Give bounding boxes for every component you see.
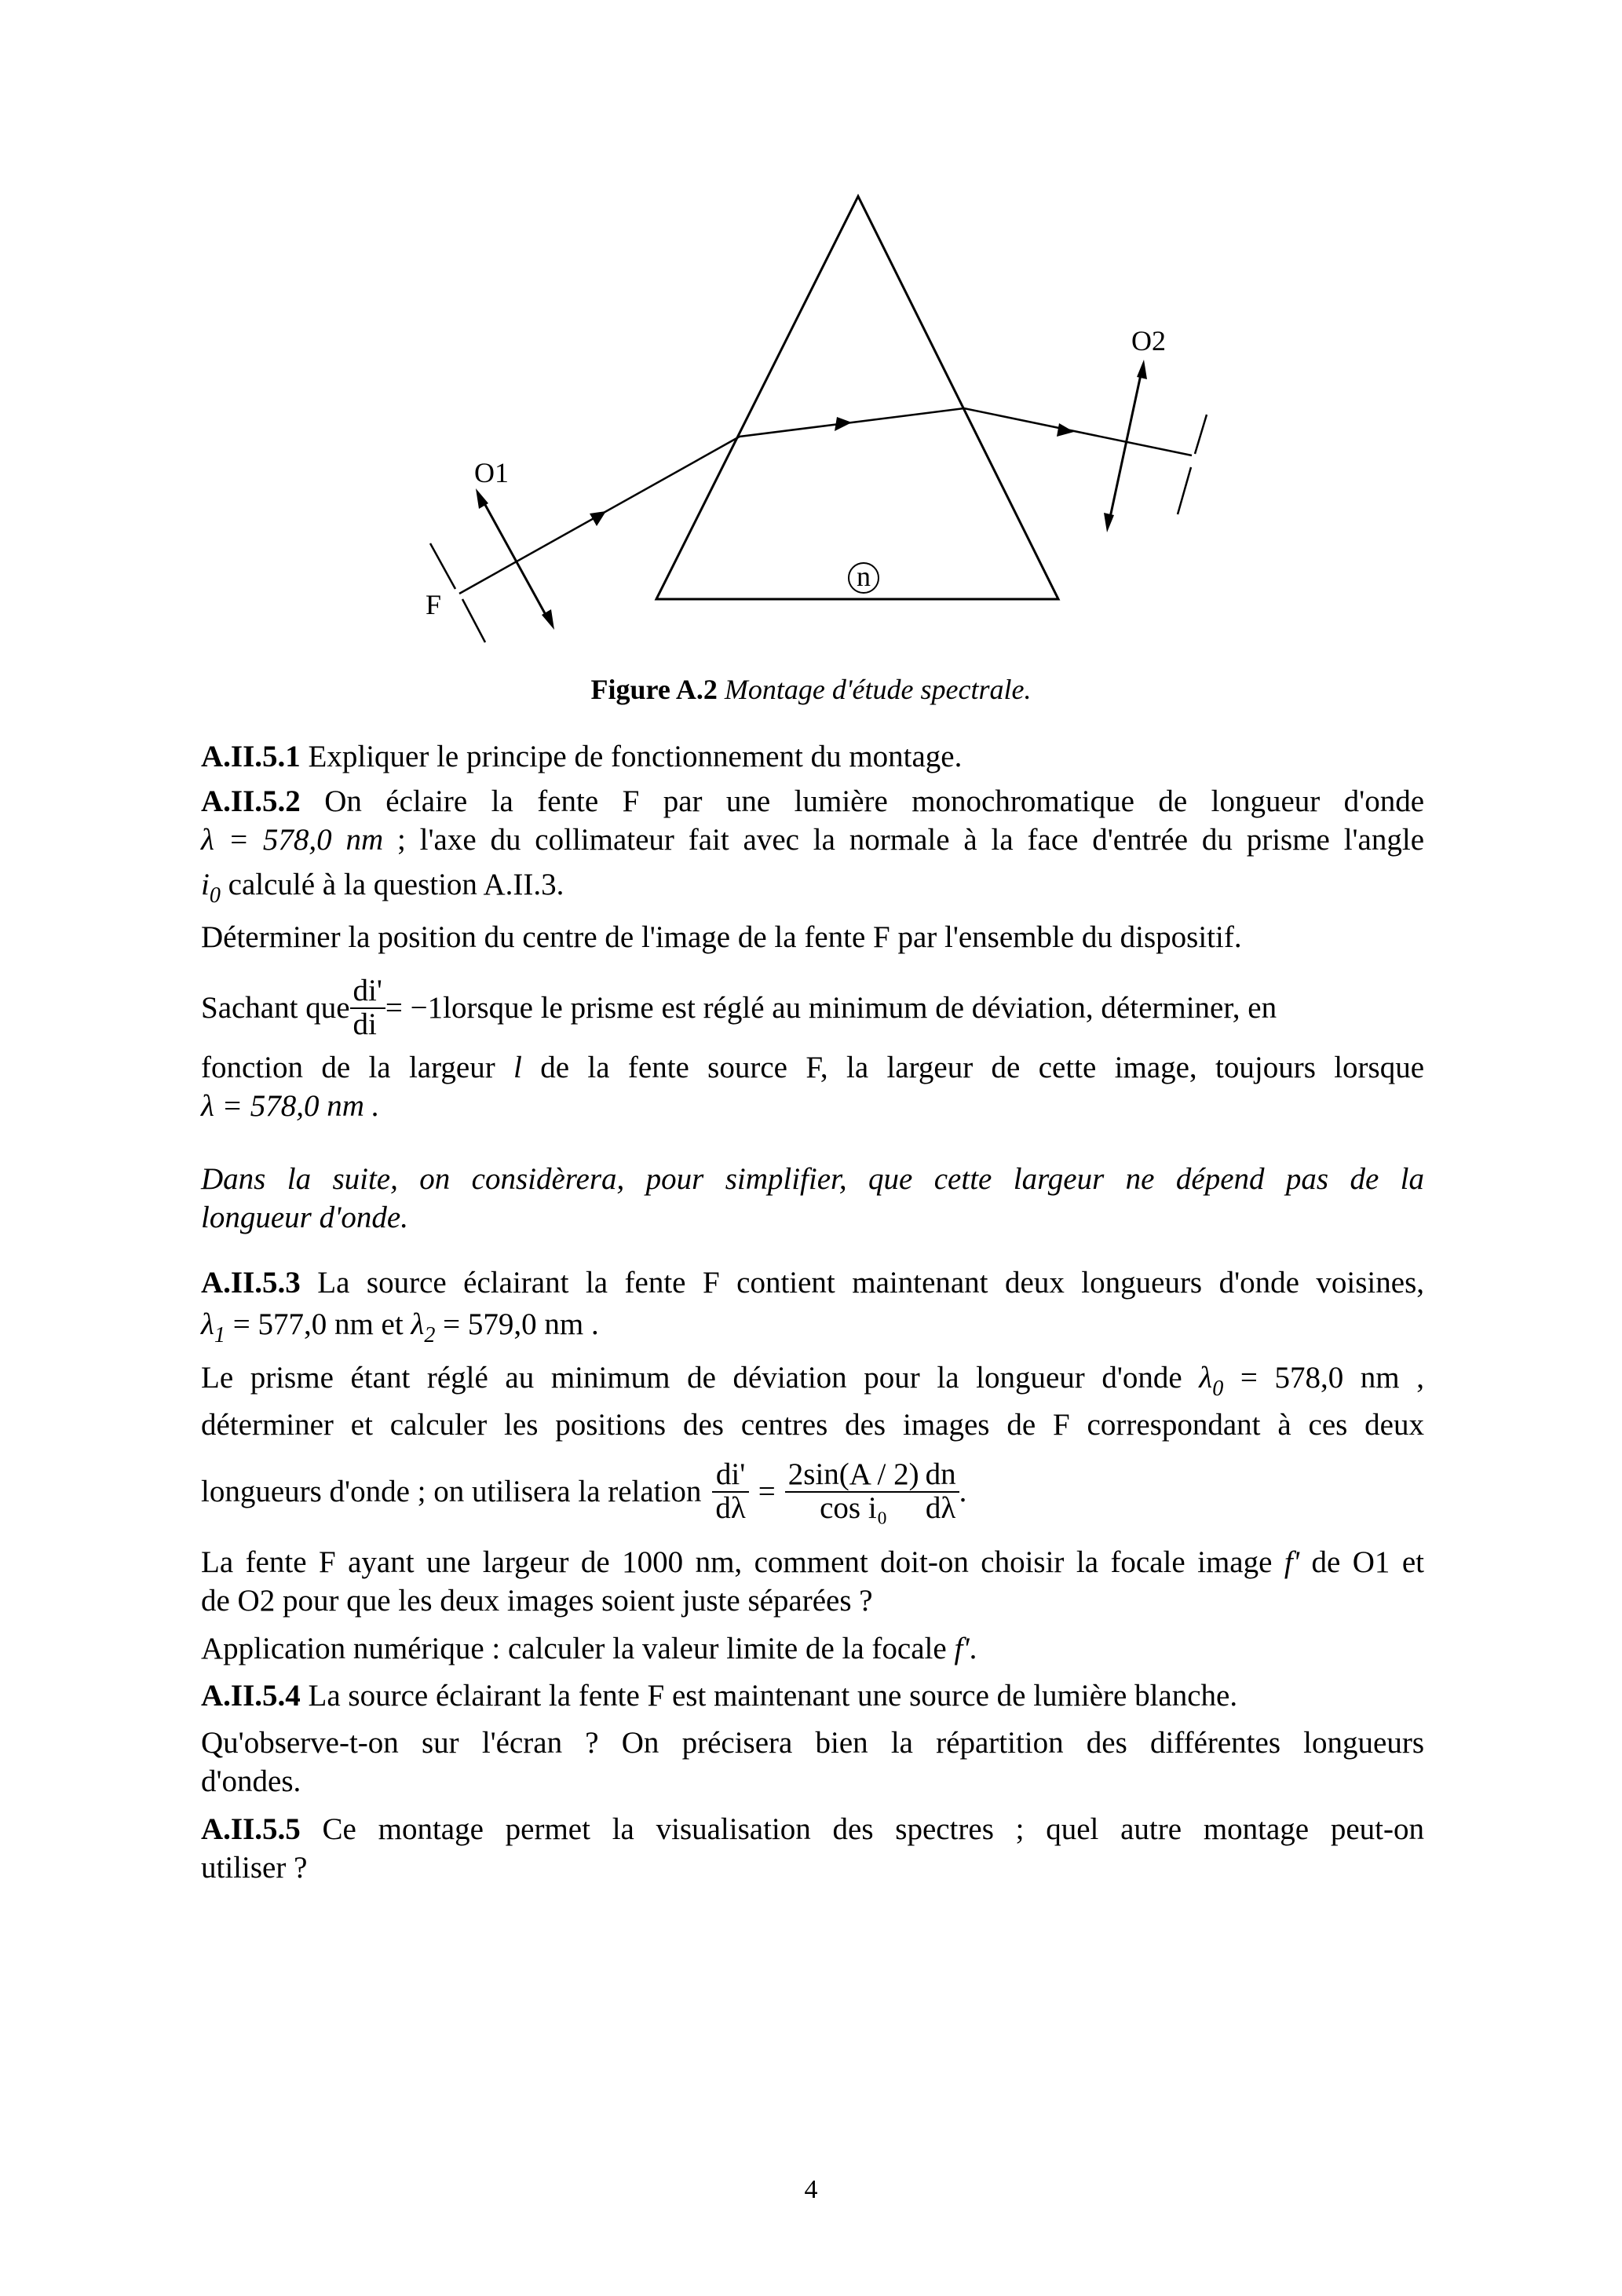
lambda0-value: = 578,0 nm , (1240, 1361, 1424, 1395)
text: de O2 pour que les deux images soient juste séparées ? (201, 1584, 873, 1618)
width-symbol: l (513, 1051, 522, 1084)
question-a2-5-2-line5 (201, 1088, 1424, 1125)
lambda2-value: = 579,0 nm . (443, 1307, 599, 1341)
text: longueurs d'onde ; on utilisera la relation (201, 1475, 702, 1508)
text: On éclaire la fente F par une lumière monochromatique de longueur d'onde (324, 784, 1425, 818)
caption-number: Figure A.2 (590, 674, 718, 705)
question-label: A.II.5.1 (201, 740, 301, 773)
lambda-value: λ = 578,0 nm (201, 823, 384, 857)
question-a2-5-3-para3-line2 (201, 1582, 1424, 1620)
label-o1: O1 (474, 457, 509, 488)
question-a2-5-3-para3-line1 (201, 1544, 1424, 1581)
question-a2-5-2-line3 (201, 866, 1424, 908)
text: Application numérique : calculer la valeur limite de la focale (201, 1632, 947, 1665)
text: longueur d'onde. (201, 1201, 408, 1234)
text: déterminer et calculer les positions des centres des images de F correspondant à ces deux (201, 1408, 1424, 1442)
text: La source éclairant la fente F contient maintenant deux longueurs d'onde voisines, (317, 1266, 1425, 1300)
question-a2-5-3-para2-line1 (201, 1359, 1424, 1401)
lens-o2 (1104, 360, 1147, 532)
fraction-dn-dlambda: $\frac{dn}{d\lambda}$ (922, 1459, 959, 1525)
text: Sachant que (201, 991, 350, 1025)
figure-caption (0, 671, 1622, 708)
i0-symbol: $i_0$ (201, 868, 221, 908)
text: Ce montage permet la visualisation des spectres ; quel autre montage peut-on (322, 1812, 1425, 1846)
text: Qu'observe-t-on sur l'écran ? On précisera bien la répartition des différentes longueurs (201, 1726, 1424, 1760)
question-label: A.II.5.5 (201, 1812, 301, 1846)
label-o2: O2 (1131, 325, 1166, 356)
lambda1: $\lambda_1$ (201, 1307, 225, 1347)
label-n: n (857, 561, 871, 592)
lambda2: $\lambda_2$ (411, 1307, 436, 1347)
question-a2-5-4-para2-line2 (201, 1763, 1424, 1801)
label-f: F (426, 589, 442, 620)
question-a2-5-5-line1 (201, 1811, 1424, 1848)
text: lorsque le prisme est réglé au minimum de déviation, déterminer, en (443, 991, 1277, 1025)
period: . (969, 1632, 977, 1665)
text: Déterminer la position du centre de l'image de la fente F par l'ensemble du dispositif. (201, 920, 1242, 954)
question-a2-5-3-application (201, 1630, 1424, 1668)
fraction-sin-cos: $\frac{2\sin(A / 2)}{\text{cos i₀}}$ (785, 1459, 922, 1525)
lambda1-value: = 577,0 nm (232, 1307, 374, 1341)
question-a2-5-5-line2 (201, 1849, 1424, 1887)
question-a2-5-4 (201, 1677, 1424, 1715)
focal-symbol: f' (954, 1632, 970, 1665)
note-line2 (201, 1199, 1424, 1237)
lambda-value: λ = 578,0 nm . (201, 1089, 380, 1123)
text: calculé à la question A.II.3. (228, 868, 564, 901)
note-line1 (201, 1161, 1424, 1198)
period: . (959, 1475, 967, 1508)
question-text: Expliquer le principe de fonctionnement du montage. (308, 740, 963, 773)
question-a2-5-2-line4 (201, 1049, 1424, 1087)
question-a2-5-1 (201, 738, 1424, 776)
caption-title: Montage d'étude spectrale. (724, 674, 1032, 705)
derivative-fraction: $\frac{di'}{di}$ (350, 975, 385, 1041)
text: Dans la suite, on considèrera, pour simplifier, que cette largeur ne dépend pas de la (201, 1162, 1424, 1196)
question-a2-5-3-line2 (201, 1306, 1424, 1347)
text: La fente F ayant une largeur de 1000 nm, comment doit-on choisir la focale image (201, 1545, 1273, 1579)
text: La source éclairant la fente F est maintenant une source de lumière blanche. (308, 1679, 1238, 1713)
ray-arrows (590, 417, 1074, 526)
question-label: A.II.5.3 (201, 1266, 301, 1300)
text: de la fente source F, la largeur de cette image, toujours lorsque (540, 1051, 1425, 1084)
question-a2-5-2-line1 (201, 783, 1424, 821)
screen (1178, 415, 1207, 514)
text: ; l'axe du collimateur fait avec la normale à la face d'entrée du prisme l'angle (396, 823, 1425, 857)
text: utiliser ? (201, 1851, 308, 1885)
question-a2-5-4-para2-line1 (201, 1724, 1424, 1762)
question-a2-5-2-sachant (201, 971, 1424, 1046)
text: Le prisme étant réglé au minimum de déviation pour la longueur d'onde (201, 1361, 1182, 1395)
question-a2-5-3-relation (201, 1451, 1424, 1533)
text: et (381, 1307, 404, 1341)
light-ray (459, 408, 1192, 594)
question-a2-5-3-para2-line2 (201, 1406, 1424, 1444)
prism (656, 196, 1058, 599)
text: fonction de la largeur (201, 1051, 495, 1084)
text: de O1 et (1311, 1545, 1425, 1579)
fraction-di-dlambda: $\frac{di'}{d\lambda}$ (712, 1459, 748, 1525)
equals-sign: = (758, 1475, 776, 1508)
prism-figure (0, 0, 1622, 660)
equation: = −1 (385, 991, 444, 1025)
lens-o1 (476, 488, 554, 630)
text: d'ondes. (201, 1764, 301, 1798)
focal-symbol: f' (1284, 1545, 1300, 1579)
question-label: A.II.5.2 (201, 784, 301, 818)
question-a2-5-2-line2 (201, 821, 1424, 859)
lambda0: $\lambda_0$ (1199, 1361, 1224, 1401)
question-a2-5-2-para2 (201, 919, 1424, 956)
page-number: 4 (804, 2175, 818, 2204)
question-a2-5-3-line1 (201, 1264, 1424, 1302)
question-label: A.II.5.4 (201, 1679, 301, 1713)
